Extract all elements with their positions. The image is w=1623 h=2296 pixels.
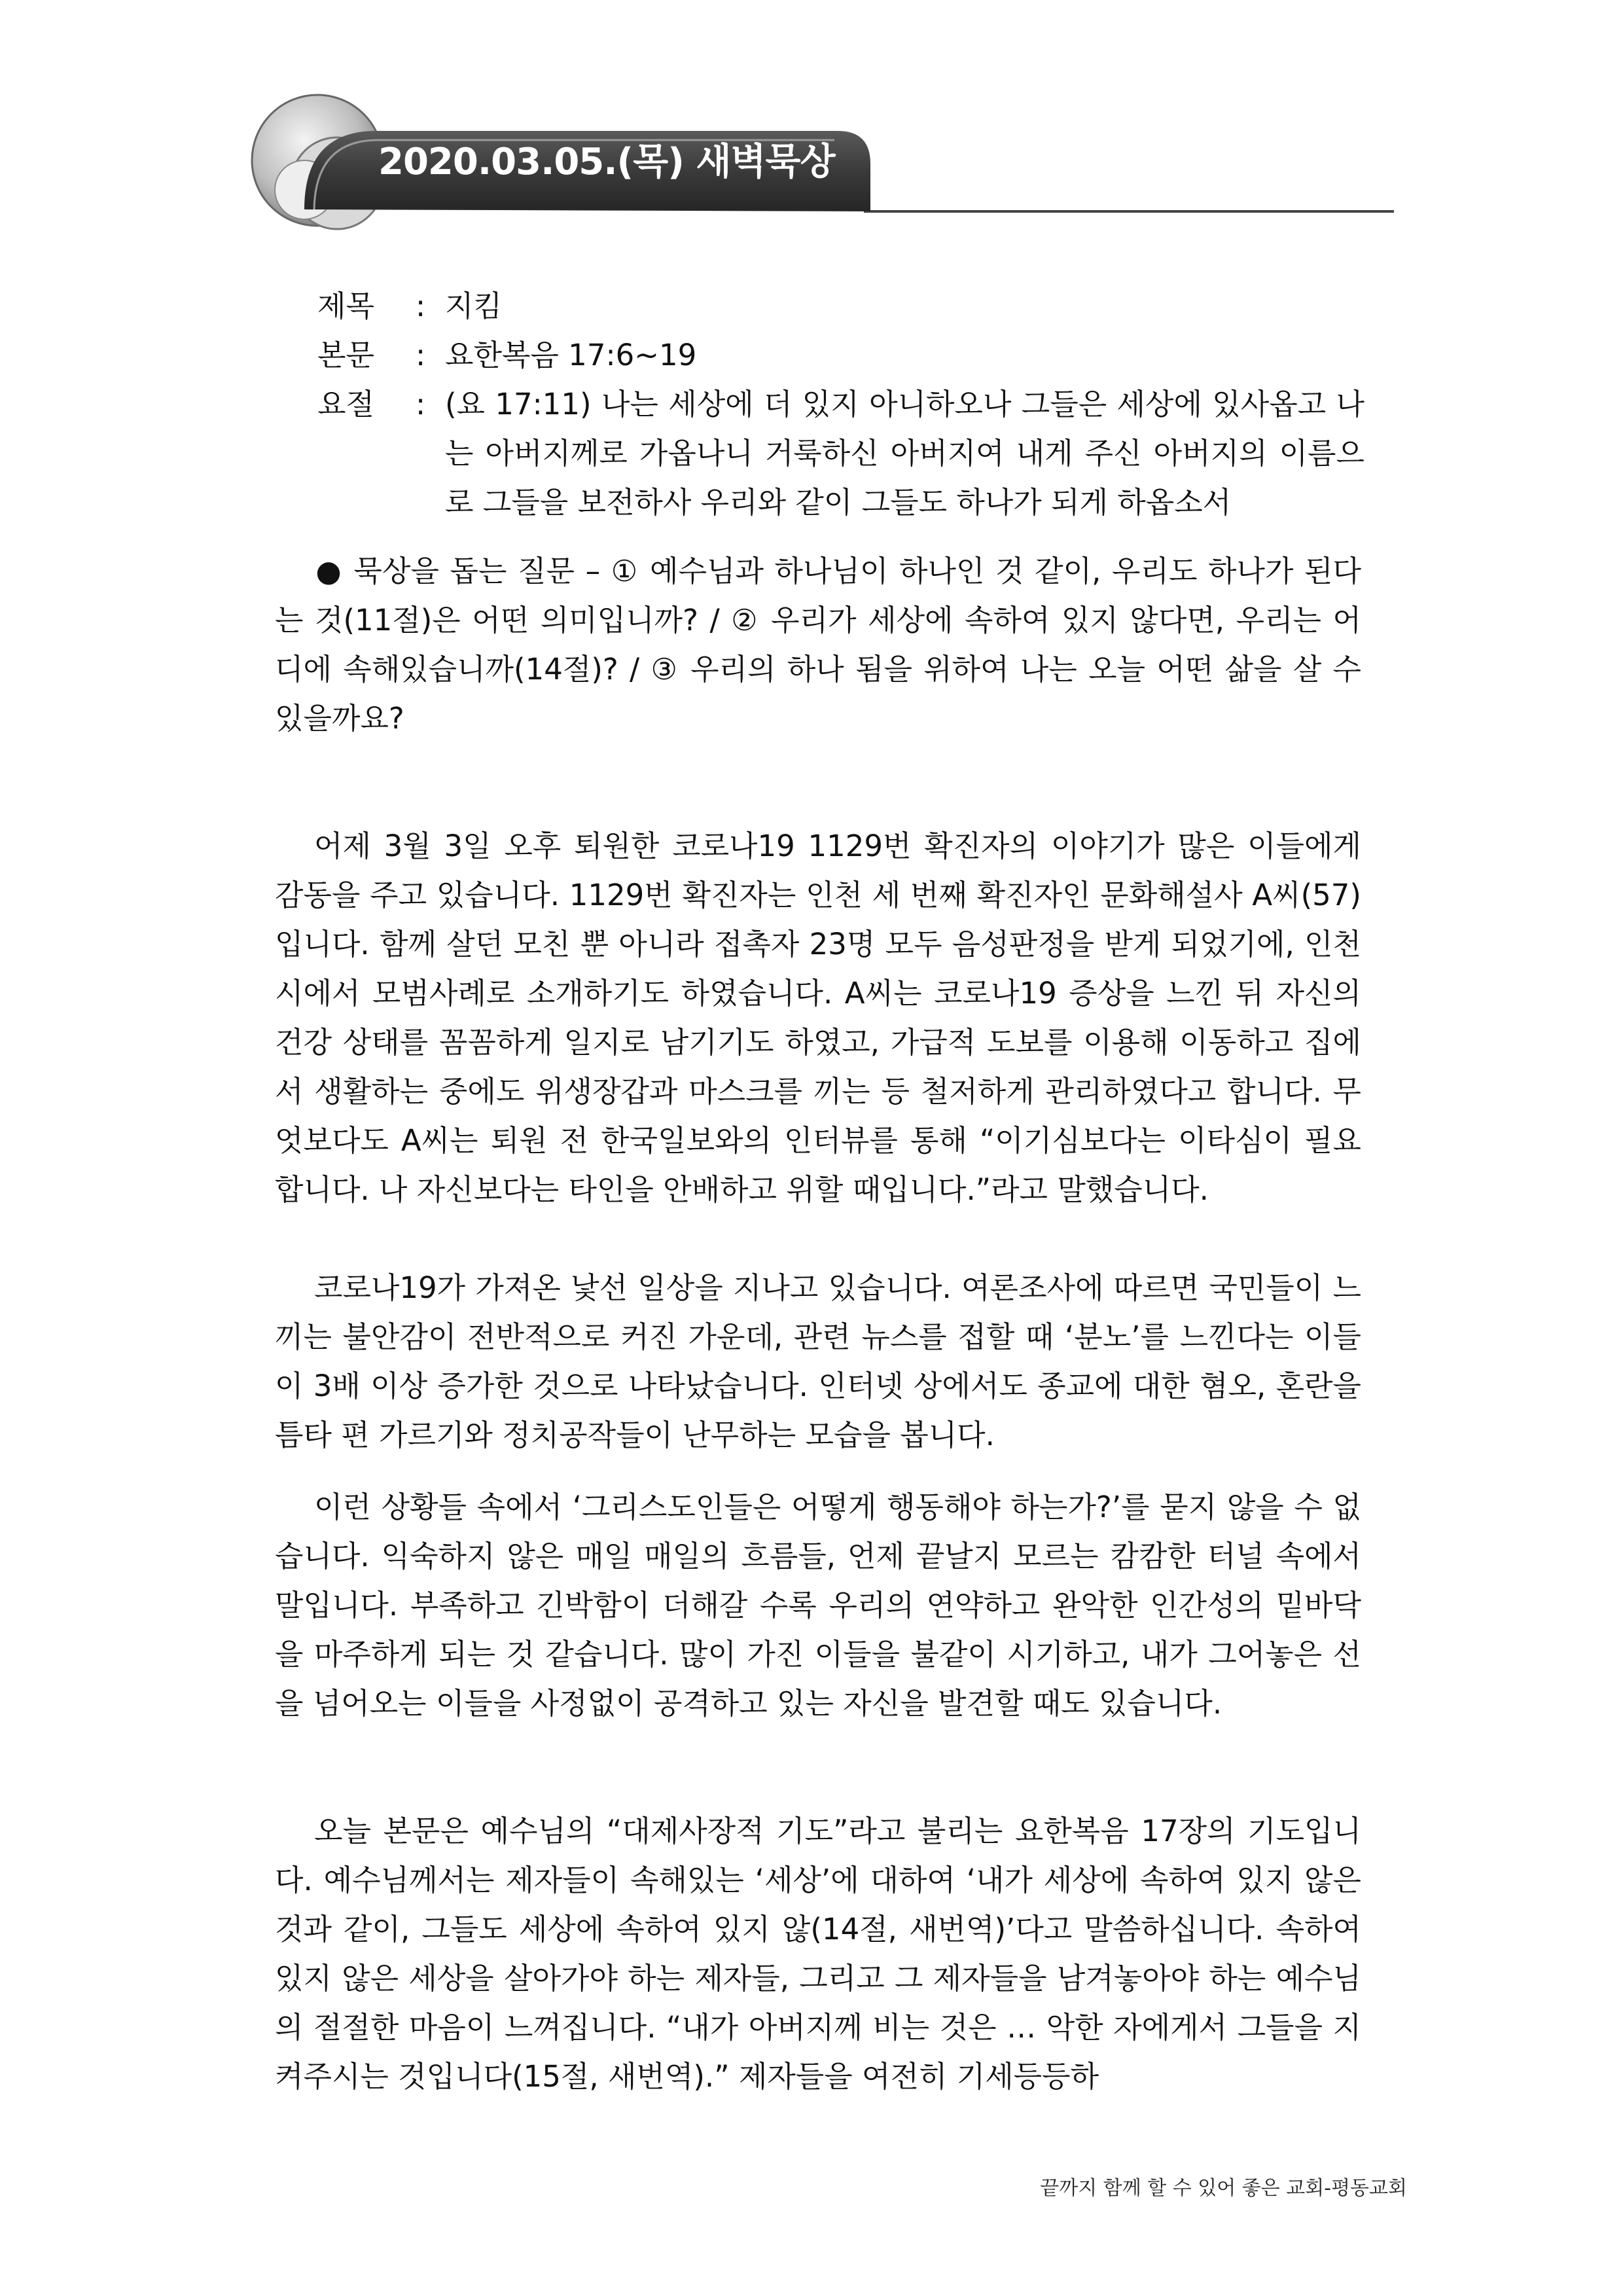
meta-colon: : xyxy=(416,338,426,372)
meta-text-value: 요한복음 17:6~19 xyxy=(445,338,697,372)
meditation-questions xyxy=(275,547,1361,743)
meta-colon: : xyxy=(416,387,426,422)
paragraph-3 xyxy=(275,1482,1361,1728)
page-footer: 끝까지 함께 할 수 있어 좋은 교회-평동교회 xyxy=(1040,2177,1407,2200)
meta-verse-label: 요절 xyxy=(317,387,374,422)
meditation-meta xyxy=(317,281,1364,527)
meta-colon: : xyxy=(416,289,426,323)
meta-title-value: 지킴 xyxy=(445,289,502,323)
meta-title-row xyxy=(317,281,1364,331)
meta-text-row xyxy=(317,331,1364,380)
paragraph-4-text: 오늘 본문은 예수님의 “대제사장적 기도”라고 불리는 요한복음 17장의 기도입니다. 예수님께서는 제자들이 속해있는 ‘세상’에 대하여 ‘내가 세상에 속하여 있지 않은 것과 같이, 그들도 세상에 속하여 있지 않(14절, 새번역)’다고 말씀하십니다. 속하여 있지 않은 세상을 살아가야 하는 제자들, 그리고 그 제자들을 남겨놓아야 하는 예수님의 절절한 마음이 느껴집니다. “내가 아버지께 비는 것은 … 악한 자에게서 그들을 지켜주시는 것입니다(15절, 새번역).” 제자들을 여전히 기세등등하 xyxy=(275,1814,1361,2094)
paragraph-2 xyxy=(275,1263,1361,1460)
page-title: 2020.03.05.(목) 새벽묵상 xyxy=(378,141,835,183)
meta-verse-value: (요 17:11) 나는 세상에 더 있지 아니하오나 그들은 세상에 있사옵고 나는 아버지께로 가옵나니 거룩하신 아버지여 내게 주신 아버지의 이름으로 그들을 보전하사 우리와 같이 그들도 하나가 되게 하옵소서 xyxy=(445,387,1364,520)
paragraph-2-text: 코로나19가 가져온 낯선 일상을 지나고 있습니다. 여론조사에 따르면 국민들이 느끼는 불안감이 전반적으로 커진 가운데, 관련 뉴스를 접할 때 ‘분노’를 느낀다는 이들이 3배 이상 증가한 것으로 나타났습니다. 인터넷 상에서도 종교에 대한 혐오, 혼란을 틈타 편 가르기와 정치공작들이 난무하는 모습을 봅니다. xyxy=(275,1270,1361,1452)
paragraph-4 xyxy=(275,1806,1361,2101)
questions-text: ● 묵상을 돕는 질문 – ① 예수님과 하나님이 하나인 것 같이, 우리도 하나가 된다는 것(11절)은 어떤 의미입니까? / ② 우리가 세상에 속하여 있지 않다면, 우리는 어디에 속해있습니까(14절)? / ③ 우리의 하나 됨을 위하여 나는 오늘 어떤 삶을 살 수 있을까요? xyxy=(275,554,1361,736)
meta-verse-row xyxy=(317,380,1364,527)
paragraph-3-text: 이런 상황들 속에서 ‘그리스도인들은 어떻게 행동해야 하는가?’를 묻지 않을 수 없습니다. 익숙하지 않은 매일 매일의 흐름들, 언제 끝날지 모르는 캄캄한 터널 속에서 말입니다. 부족하고 긴박함이 더해갈 수록 우리의 연약하고 완악한 인간성의 밑바닥을 마주하게 되는 것 같습니다. 많이 가진 이들을 불같이 시기하고, 내가 그어놓은 선을 넘어오는 이들을 사정없이 공격하고 있는 자신을 발견할 때도 있습니다. xyxy=(275,1490,1361,1721)
meta-text-label: 본문 xyxy=(317,338,374,372)
meta-title-label: 제목 xyxy=(317,289,374,323)
paragraph-1-text: 어제 3월 3일 오후 퇴원한 코로나19 1129번 확진자의 이야기가 많은 이들에게 감동을 주고 있습니다. 1129번 확진자는 인천 세 번째 확진자인 문화해설사 A씨(57)입니다. 함께 살던 모친 뿐 아니라 접촉자 23명 모두 음성판정을 받게 되었기에, 인천시에서 모범사례로 소개하기도 하였습니다. A씨는 코로나19 증상을 느낀 뒤 자신의 건강 상태를 꼼꼼하게 일지로 남기기도 하였고, 가급적 도보를 이용해 이동하고 집에서 생활하는 중에도 위생장갑과 마스크를 끼는 등 철저하게 관리하였다고 합니다. 무엇보다도 A씨는 퇴원 전 한국일보와의 인터뷰를 통해 “이기심보다는 이타심이 필요합니다. 나 자신보다는 타인을 안배하고 위할 때입니다.”라고 말했습니다. xyxy=(275,829,1361,1207)
paragraph-1 xyxy=(275,821,1361,1214)
page-header xyxy=(242,85,1394,236)
